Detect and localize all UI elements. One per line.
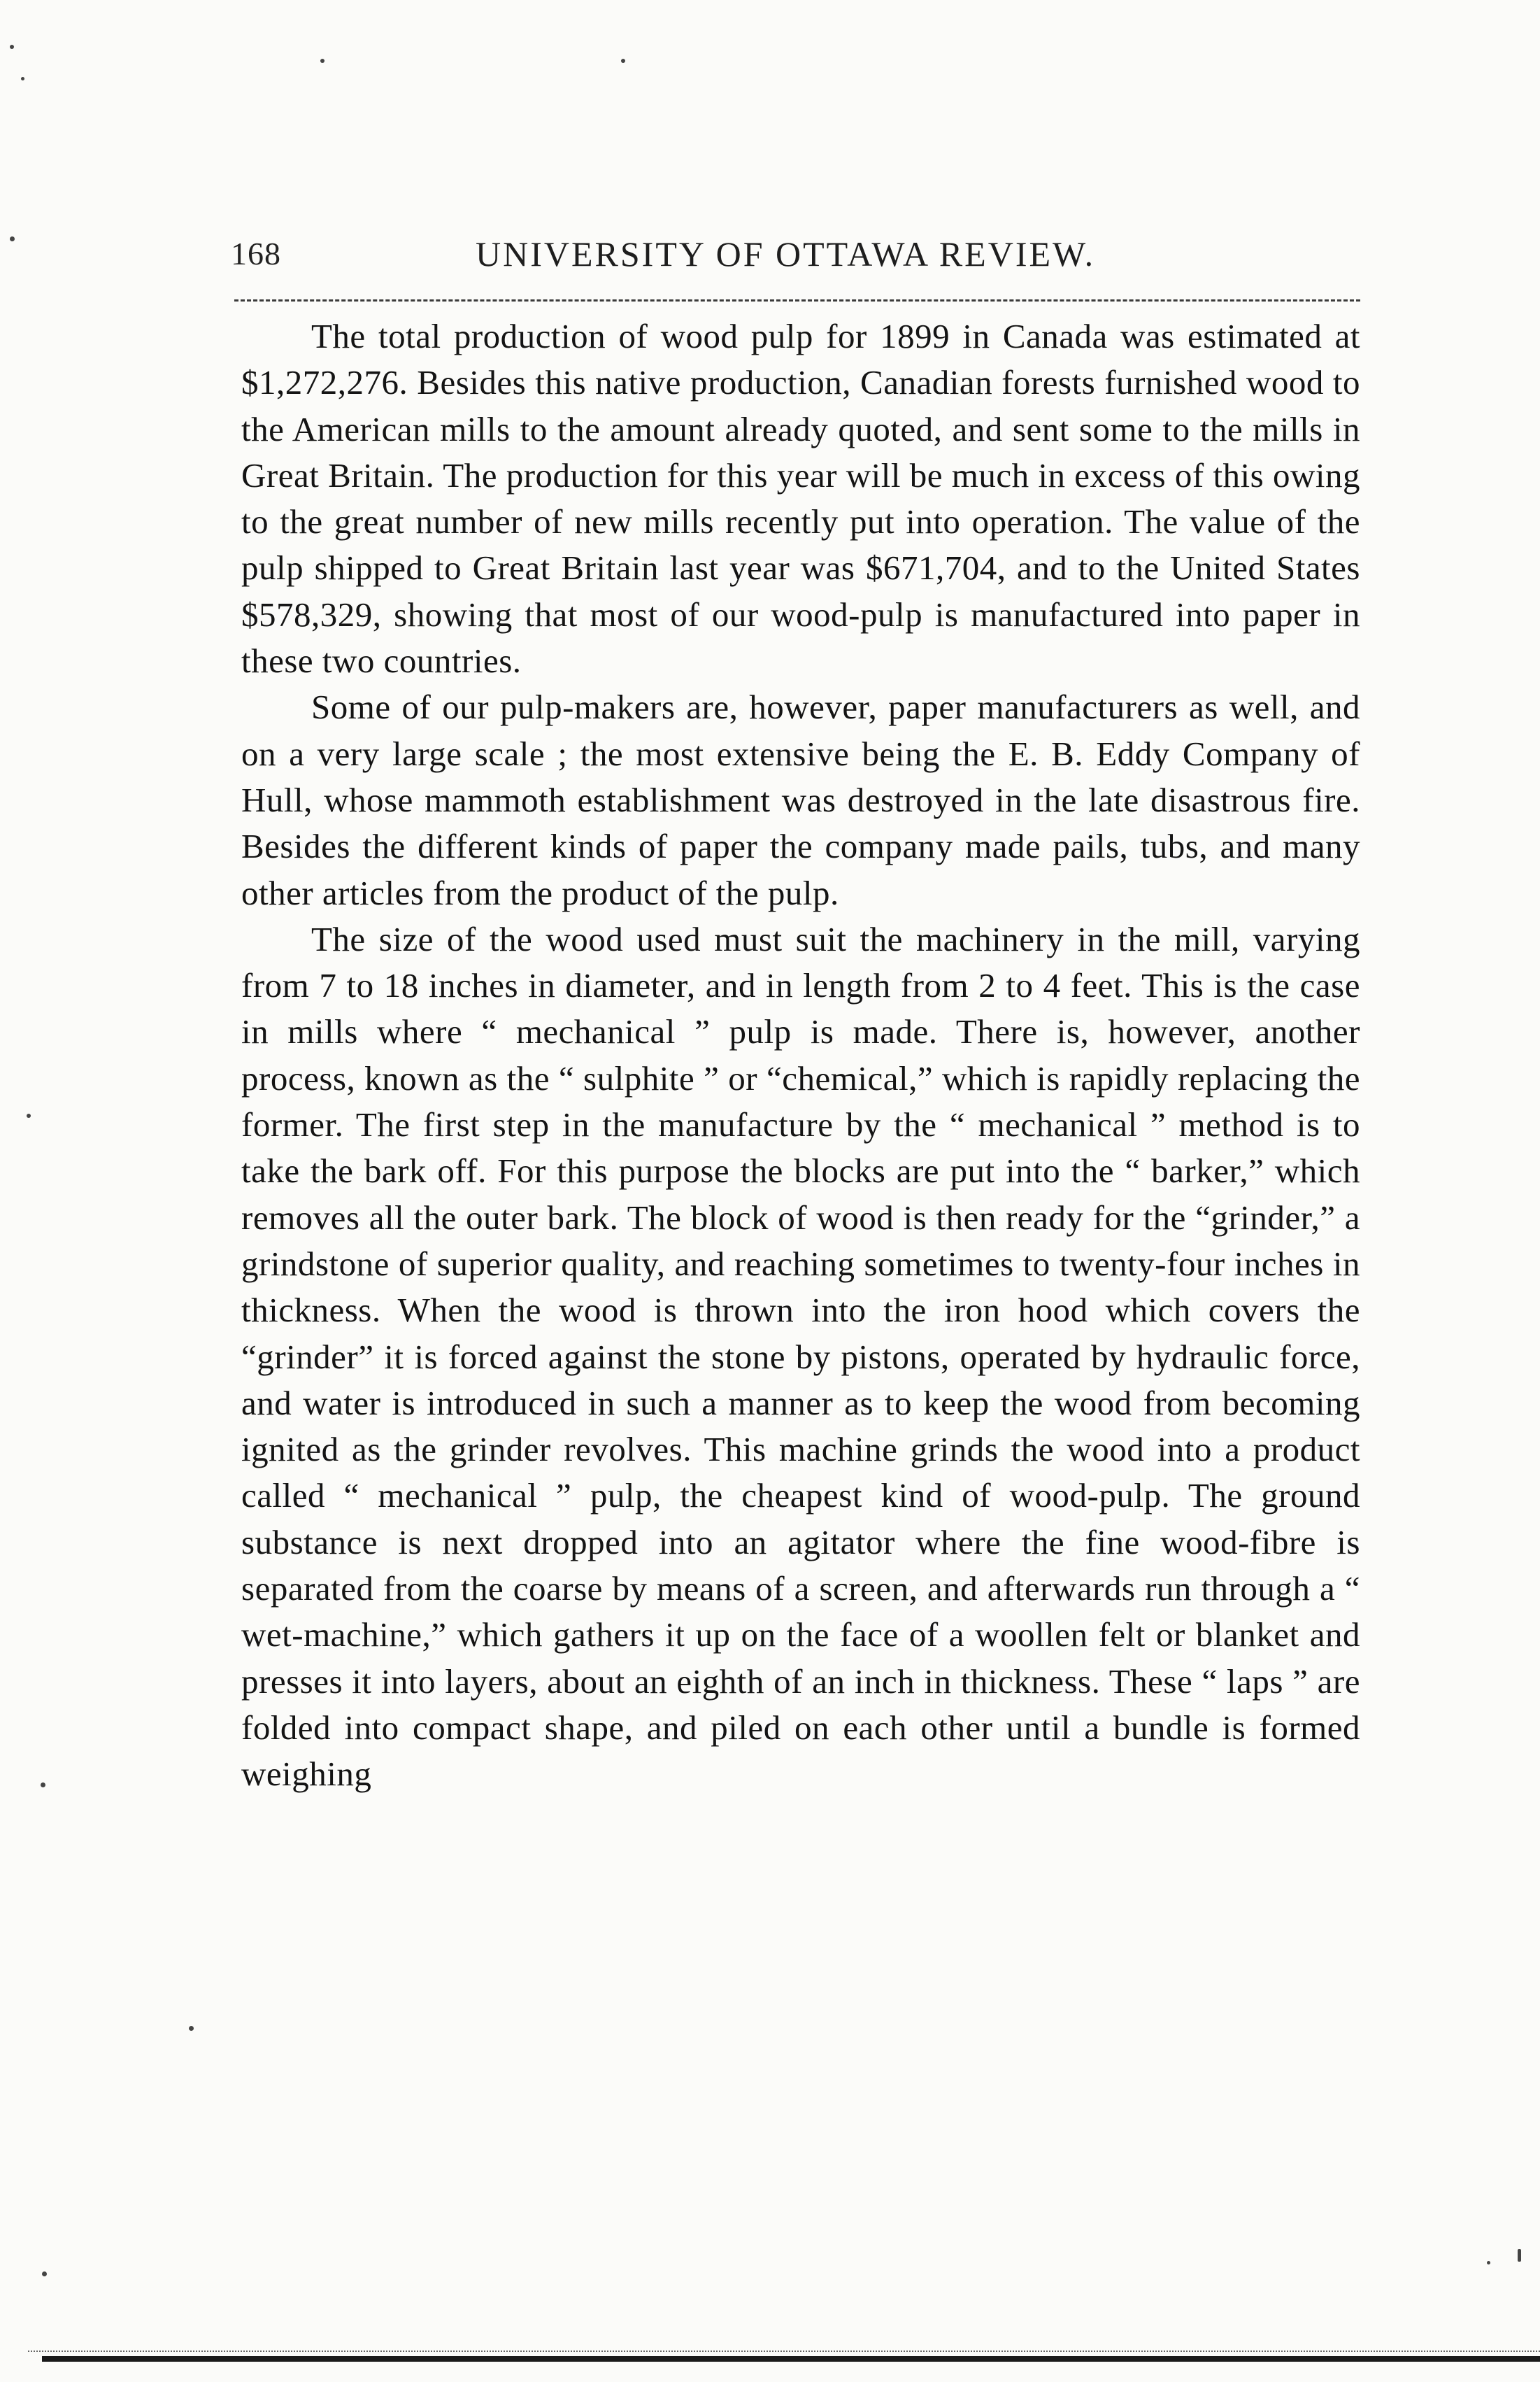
- scan-speck: [41, 1782, 45, 1787]
- scan-speck: [621, 59, 625, 63]
- scan-speck: [1487, 2261, 1490, 2264]
- scan-speck: [189, 2026, 194, 2031]
- scan-speck: [1518, 2249, 1521, 2262]
- header-rule: [234, 299, 1360, 302]
- scan-edge-dots: [28, 2351, 1540, 2352]
- running-title: UNIVERSITY OF OTTAWA REVIEW.: [476, 234, 1096, 274]
- page-number: 168: [231, 236, 281, 271]
- page-header: [231, 231, 1364, 280]
- paragraph-mechanical-process: The size of the wood used must suit the machinery in the mill, varying from 7 to 18 inches in diameter, and in length from 2 to 4 feet. This is the case in mills where “ mechanical ” pulp is made. There is, however, another process, known as the “ sulphite ” or “chemical,” which is rapidly replacing the former. The first step in the manufacture by the “ mechanical ” method is to take the bark off. For this purpose the blocks are put into the “ barker,” which removes all the outer bark. The block of wood is then ready for the “grinder,” a grindstone of superior quality, and reaching sometimes to twenty-four inches in thickness. When the wood is thrown into the iron hood which covers the “grinder” it is forced against the stone by pistons, operated by hydraulic force, and water is introduced in such a manner as to keep the wood from becoming ignited as the grinder revolves. This machine grinds the wood into a product called “ mechanical ” pulp, the cheapest kind of wood-pulp. The ground substance is next dropped into an agitator where the fine wood-fibre is separated from the coarse by means of a screen, and afterwards run through a “ wet-machine,” which gathers it up on the face of a woollen felt or blanket and presses it into layers, about an eighth of an inch in thickness. These “ laps ” are folded into compact shape, and piled on each other until a bundle is formed weighing: [241, 919, 1360, 1794]
- scan-speck: [10, 236, 15, 241]
- scan-speck: [10, 45, 14, 49]
- scan-speck: [320, 59, 325, 63]
- paragraph-production: The total production of wood pulp for 1899 in Canada was estimated at $1,272,276. Besides this native production, Canadian forests furnished wood to the American mills to the amount already quoted, and sent some to the mills in Great Britain. The production for this year will be much in excess of this owing to the great number of new mills recently put into operation. The value of the pulp shipped to Great Britain last year was $671,704, and to the United States $578,329, showing that most of our wood-pulp is manufactured into paper in these two countries.: [241, 317, 1360, 681]
- article-body: [241, 313, 1360, 1798]
- scan-speck: [42, 2271, 47, 2276]
- scan-speck: [21, 77, 24, 80]
- scan-speck: [27, 1114, 31, 1118]
- paragraph-paper-manufacturers: Some of our pulp-makers are, however, paper manufacturers as well, and on a very large scale ; the most extensive being the E. B. Eddy Company of Hull, whose mammoth establishment was destroyed in the late disastrous fire. Besides the different kinds of paper the company made pails, tubs, and many other articles from the product of the pulp.: [241, 688, 1360, 912]
- scan-bottom-edge: [42, 2356, 1540, 2362]
